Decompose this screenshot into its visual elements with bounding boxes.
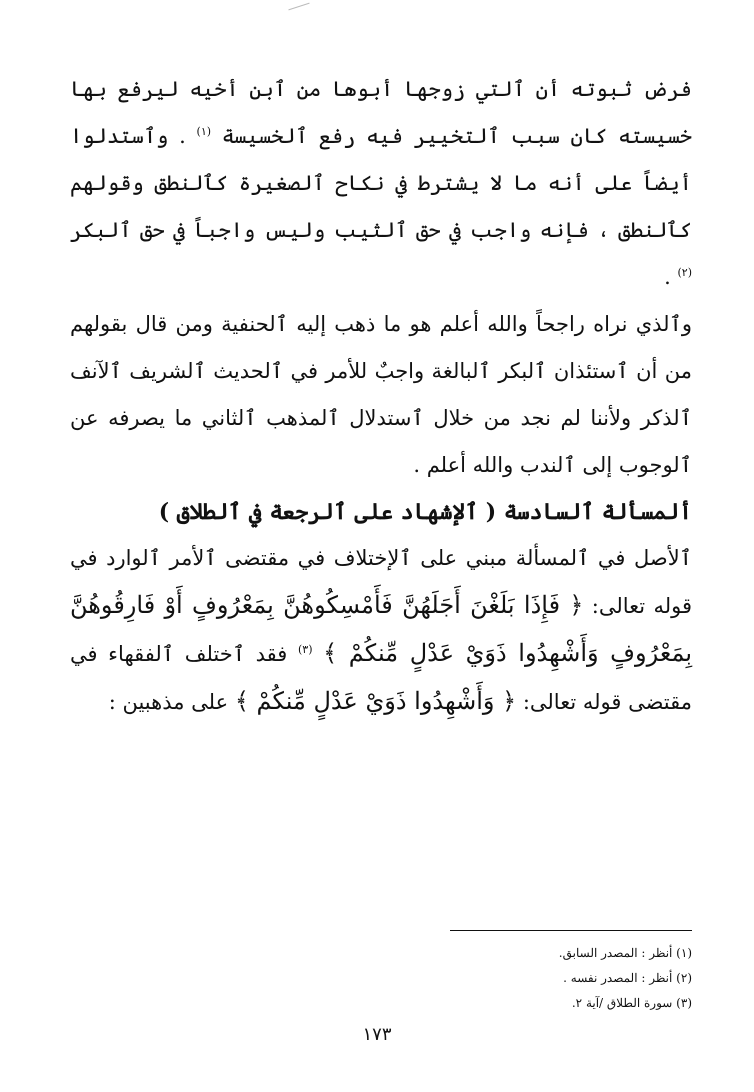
quran-verse-1: ﴿ فَإِذَا بَلَغْنَ أَجَلَهُنَّ فَأَمْسِكُوهُنَّ بِمَعْرُوفٍ أَوْ فَارِقُوهُنَّ بِمَعْرُوفٍ وَأَشْهِدُوا ذَوَيْ عَدْلٍ مِّنكُمْ ﴾ — [70, 591, 692, 667]
paragraph-1-end: . — [664, 265, 671, 289]
footnotes — [70, 930, 692, 1016]
paragraph-3-intro: ٱلأصل في ٱلمسألة مبني على ٱلإختلاف في مقتضى ٱلأمر ٱلوارد في قوله تعالى: — [70, 546, 692, 618]
footnote-ref-1: (١) — [196, 125, 212, 138]
paragraph-1-text-cont: . وٱستدلوا أيضاً على أنه ما لا يشترط في نكاح ٱلصغيرة كٱلنطق وقولهم كٱلنطق ، فإنه واجب في حق ٱلثيب وليس واجباً في حق ٱلبكر — [70, 124, 692, 242]
paragraph-1-text: فرض ثبوته أن ٱلتي زوجها أبوها من ٱبن أخيه ليرفع بها خسيسته كان سبب ٱلتخيير فيه رفع ٱلخسيسة — [70, 77, 692, 148]
scan-mark — [288, 3, 309, 11]
footnote-2: (٢) أنظر : المصدر نفسه . — [563, 971, 692, 985]
paragraph-2 — [70, 301, 692, 489]
footnote-1: (١) أنظر : المصدر السابق. — [558, 946, 692, 960]
paragraph-1 — [70, 66, 692, 301]
footnote-ref-3: (٣) — [297, 643, 313, 656]
footnote-divider — [450, 930, 692, 931]
paragraph-3 — [70, 535, 692, 726]
quran-verse-2: ﴿ وَأَشْهِدُوا ذَوَيْ عَدْلٍ مِّنكُمْ ﴾ — [234, 687, 517, 715]
paragraph-3-end: على مذهبين : — [108, 690, 229, 714]
paragraph-3-middle: فقد ٱختلف ٱلفقهاء في مقتضى قوله تعالى: — [70, 642, 692, 714]
footnote-ref-2: (٢) — [677, 266, 692, 279]
page-number: ١٧٣ — [362, 1024, 392, 1045]
footnote-3: (٣) سورة الطلاق /آية ٢. — [571, 996, 692, 1010]
page-body — [70, 66, 692, 726]
section-heading: ألمسألة ٱلسادسة ( ٱلإشهاد على ٱلرجعة في ٱلطلاق ) — [158, 499, 692, 525]
paragraph-2-text: وٱلذي نراه راجحاً والله أعلم هو ما ذهب إليه ٱلحنفية ومن قال بقولهم من أن ٱستئذان ٱلبكر ٱلبالغة واجبٌ للأمر في ٱلحديث ٱلشريف ٱلآنف ٱلذكر ولأننا لم نجد من خلال ٱستدلال ٱلمذهب ٱلثاني ما يصرفه عن ٱلوجوب إلى ٱلندب والله أعلم . — [70, 312, 692, 477]
